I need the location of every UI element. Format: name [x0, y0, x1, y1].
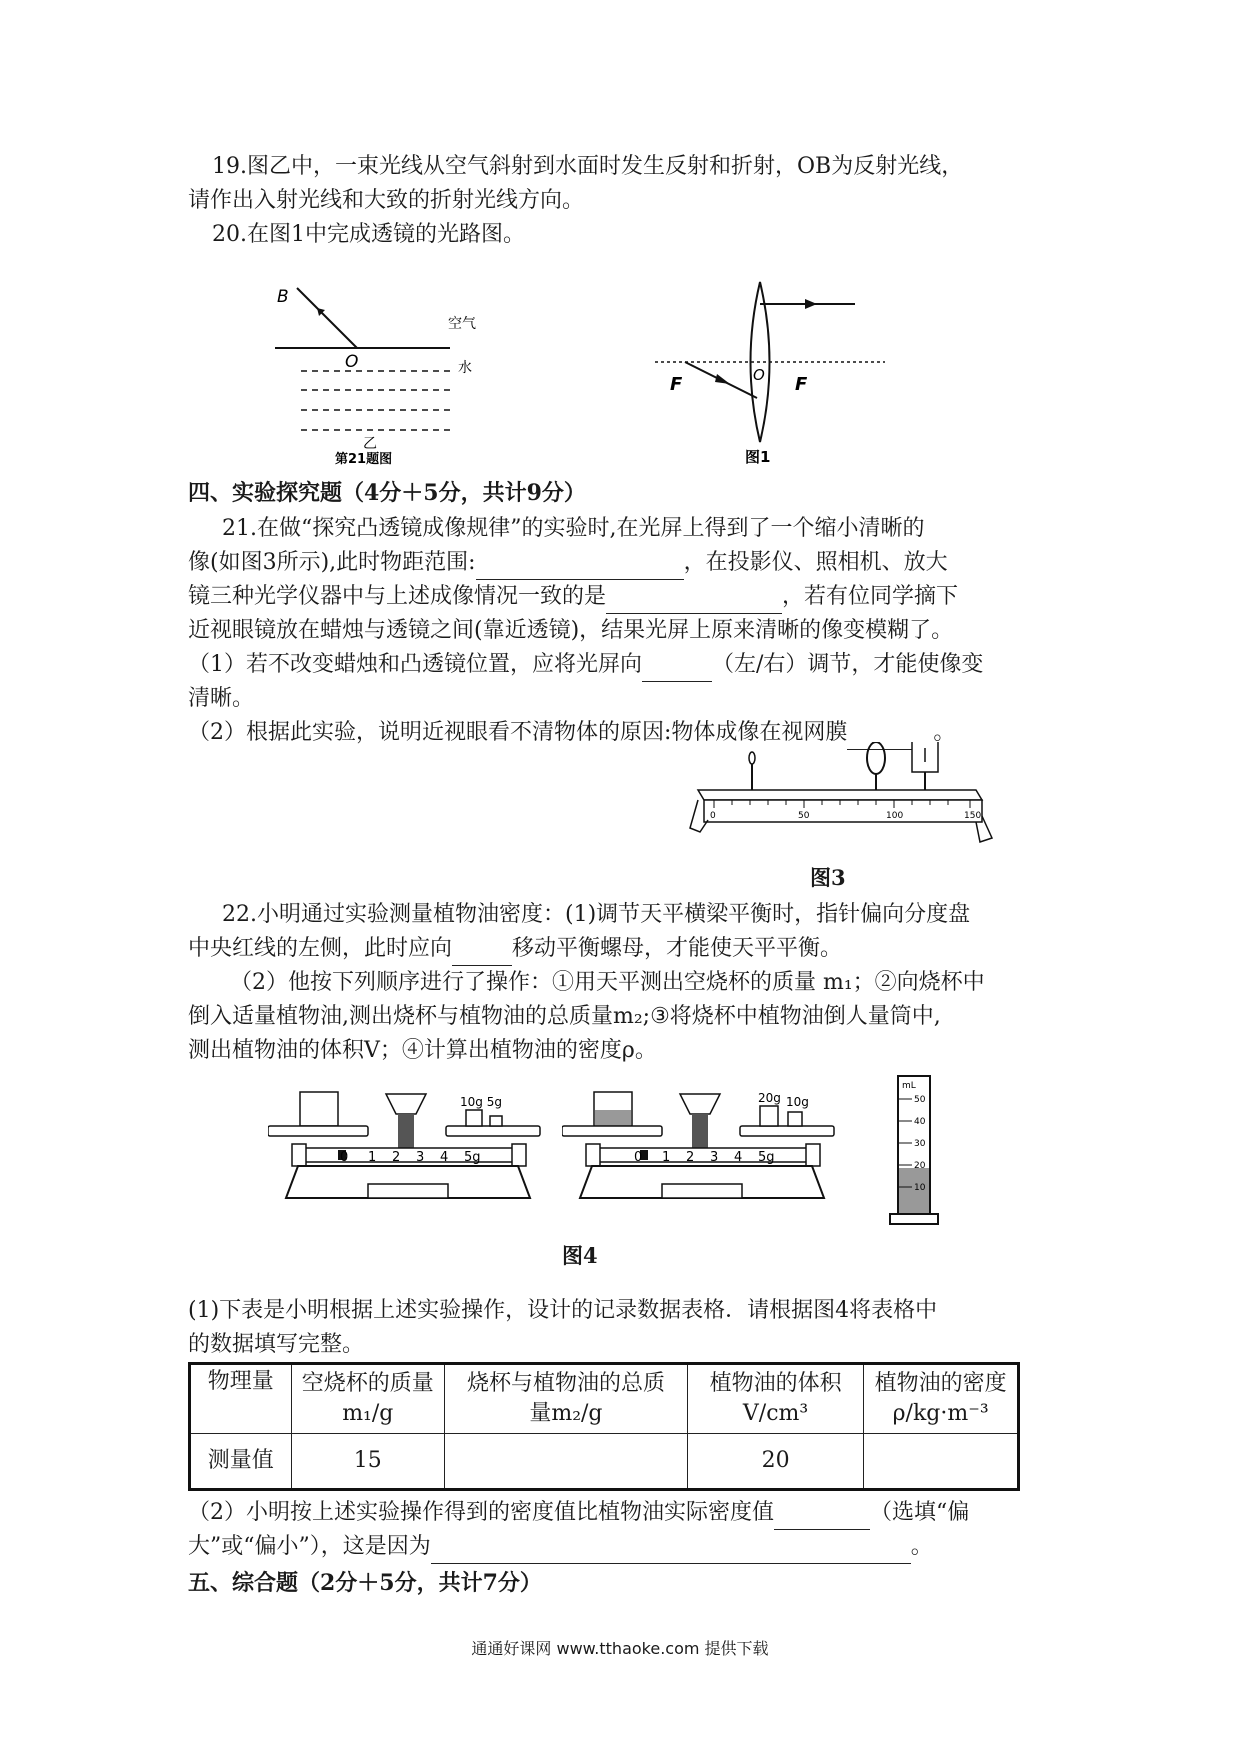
tick-150: 150: [964, 811, 982, 821]
svg-text:3: 3: [416, 1150, 425, 1165]
section-5-title: 五、综合题（2分＋5分，共计7分）: [188, 1570, 542, 1596]
figure-4-balance-2: [562, 1080, 842, 1210]
section-4-title: 四、实验探究题（4分＋5分，共计9分）: [188, 480, 586, 506]
q22-part1-line-2: 的数据填写完整。: [188, 1332, 365, 1357]
header-oil-volume: 植物油的体积 V/cm³: [687, 1364, 863, 1434]
cell-density[interactable]: [864, 1434, 1019, 1490]
right-pan: [740, 1126, 834, 1136]
svg-text:5g: 5g: [758, 1150, 775, 1165]
figure-yi-water-surface: [265, 280, 490, 465]
q21-blank-direction[interactable]: [642, 655, 712, 682]
q21-line-5: （1）若不改变蜡烛和凸透镜位置，应将光屏向 （左/右）调节，才能使像变: [188, 648, 983, 682]
q21-blank-object-distance[interactable]: [476, 553, 684, 580]
left-pan: [268, 1126, 368, 1136]
weights-label: 10g 5g: [460, 1095, 502, 1109]
header-total-mass: 烧杯与植物油的总质 量m₂/g: [445, 1364, 688, 1434]
beam-scale: [304, 1148, 514, 1162]
table-row: [190, 1434, 1019, 1490]
q19-line-1: 19.图乙中，一束光线从空气斜射到水面时发生反射和折射，OB为反射光线，: [212, 154, 964, 179]
label-f-left: F: [670, 374, 683, 395]
tick-0: 0: [710, 811, 716, 821]
incident-ray-arrow: [715, 374, 730, 384]
label-lens-o: O: [753, 366, 765, 384]
cell-volume: 20: [687, 1434, 863, 1490]
q21-line-4: 近视眼镜放在蜡烛与透镜之间(靠近透镜)，结果光屏上原来清晰的像变模糊了。: [188, 618, 954, 643]
reflected-ray-ob: [297, 288, 357, 348]
table-header-row: [190, 1364, 1019, 1434]
label-f-right: F: [795, 374, 808, 395]
weight-20g: [760, 1106, 778, 1126]
label-b: B: [277, 287, 289, 307]
weight-10g: [466, 1110, 482, 1126]
svg-text:40: 40: [914, 1117, 926, 1127]
figure-3-caption: 图3: [810, 865, 846, 890]
svg-text:3: 3: [710, 1150, 719, 1165]
data-table: [188, 1362, 1020, 1491]
q22-blank-reason[interactable]: [431, 1537, 911, 1564]
q22-line-5: 测出植物油的体积V；④计算出植物油的密度ρ。: [188, 1038, 657, 1063]
q21-line-2: 像(如图3所示),此时物距范围: ，在投影仪、照相机、放大: [188, 546, 948, 580]
label-o: O: [345, 352, 359, 372]
tick-100: 100: [886, 811, 904, 821]
exit-ray-arrow: [805, 299, 817, 309]
q22-line-1: 22.小明通过实验测量植物油密度：(1)调节天平横梁平衡时，指针偏向分度盘: [222, 902, 971, 927]
q22-part1-line-1: (1)下表是小明根据上述实验操作，设计的记录数据表格．请根据图4将表格中: [188, 1298, 938, 1323]
figure-4-caption: 图4: [562, 1243, 598, 1268]
svg-text:4: 4: [440, 1150, 449, 1165]
label-air: 空气: [448, 316, 476, 332]
q22-blank-direction[interactable]: [452, 939, 512, 966]
pointer-dial: [386, 1094, 426, 1114]
row-label-measured: 测量值: [190, 1434, 292, 1490]
weight-10g: [788, 1112, 802, 1126]
svg-text:30: 30: [914, 1139, 926, 1149]
cylinder-unit: mL: [902, 1081, 916, 1091]
weights-label-10g: 10g: [786, 1095, 809, 1109]
pointer-column: [398, 1114, 414, 1148]
q21-line-6: 清晰。: [188, 686, 255, 711]
svg-text:20: 20: [914, 1161, 926, 1171]
lens-on-bench: [867, 742, 885, 774]
svg-text:5g: 5g: [464, 1150, 481, 1165]
beam-scale: [598, 1148, 808, 1162]
left-pan: [562, 1126, 662, 1136]
cell-m2[interactable]: [445, 1434, 688, 1490]
cylinder-base: [890, 1214, 938, 1224]
q21-line-7: （2）根据此实验，说明近视眼看不清物体的原因:物体成像在视网膜 。: [188, 716, 955, 750]
svg-text:4: 4: [734, 1150, 743, 1165]
right-pan: [446, 1126, 540, 1136]
q19-line-2: 请作出入射光线和大致的折射光线方向。: [188, 188, 585, 213]
q22-line-2: 中央红线的左侧，此时应向 移动平衡螺母，才能使天平平衡。: [188, 932, 842, 966]
pointer-column: [692, 1114, 708, 1148]
svg-text:0: 0: [340, 1150, 349, 1165]
svg-text:50: 50: [914, 1095, 926, 1105]
q21-line-1: 21.在做“探究凸透镜成像规律”的实验时,在光屏上得到了一个缩小清晰的: [222, 516, 925, 541]
figure-3-optical-bench: [680, 742, 1000, 882]
bench-scale: [704, 800, 982, 822]
svg-text:0: 0: [634, 1150, 643, 1165]
q22-line-4: 倒入适量植物油,测出烧杯与植物油的总质量m₂;③将烧杯中植物油倒人量筒中,: [188, 1004, 941, 1029]
q20-line-1: 20.在图1中完成透镜的光路图。: [212, 222, 525, 247]
svg-text:10: 10: [914, 1183, 926, 1193]
pointer-dial: [680, 1094, 720, 1114]
header-oil-density: 植物油的密度 ρ/kg·m⁻³: [864, 1364, 1019, 1434]
q21-blank-instrument[interactable]: [606, 587, 782, 614]
weights-label-20g: 20g: [758, 1091, 781, 1105]
figure-1-lens: [655, 280, 890, 465]
svg-text:1: 1: [368, 1150, 377, 1165]
q22-part2-line-1: （2）小明按上述实验操作得到的密度值比植物油实际密度值 （选填“偏: [188, 1496, 969, 1530]
figure-4-balance-1: [268, 1080, 548, 1210]
svg-text:2: 2: [686, 1150, 695, 1165]
header-quantity: 物理量: [190, 1364, 292, 1434]
candle-flame: [749, 752, 755, 764]
header-empty-beaker-mass: 空烧杯的质量 m₁/g: [291, 1364, 444, 1434]
figure-yi-caption: 第21题图: [335, 452, 393, 465]
svg-text:2: 2: [392, 1150, 401, 1165]
label-yi: 乙: [363, 436, 377, 452]
q22-line-3: （2）他按下列顺序进行了操作：①用天平测出空烧杯的质量 m₁；②向烧杯中: [230, 970, 985, 995]
figure-4-graduated-cylinder: [884, 1072, 944, 1232]
q22-part2-line-2: 大”或“偏小”），这是因为 。: [188, 1530, 933, 1564]
page-footer: 通通好课网 www.tthaoke.com 提供下载: [471, 1639, 769, 1658]
tick-50: 50: [798, 811, 810, 821]
empty-beaker: [300, 1092, 338, 1126]
label-water: 水: [458, 360, 472, 376]
weight-5g: [490, 1116, 502, 1126]
q22-blank-larger-smaller[interactable]: [774, 1503, 870, 1530]
q21-line-3: 镜三种光学仪器中与上述成像情况一致的是 ，若有位同学摘下: [188, 580, 958, 614]
oil-in-beaker: [595, 1110, 631, 1125]
bench-top: [698, 790, 982, 800]
svg-text:1: 1: [662, 1150, 671, 1165]
cell-m1: 15: [291, 1434, 444, 1490]
figure-1-caption: 图1: [745, 448, 771, 465]
